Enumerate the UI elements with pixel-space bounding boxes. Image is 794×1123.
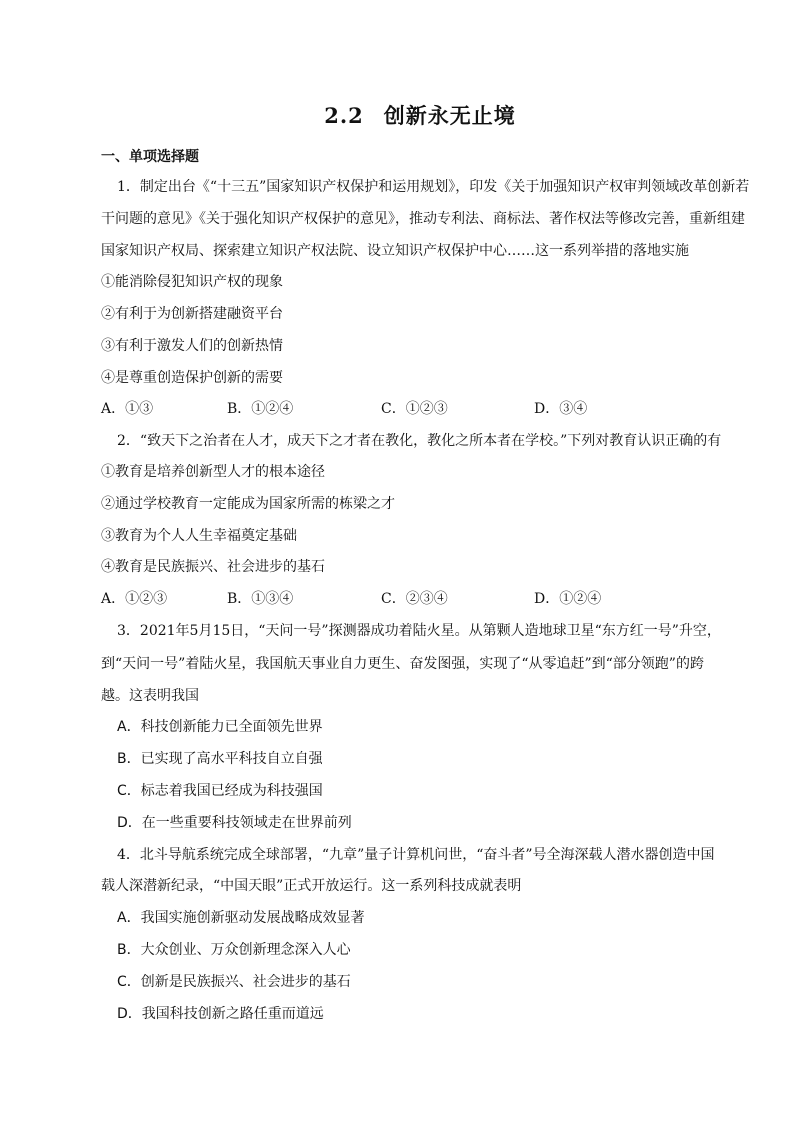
q1-stem-line-2: 干问题的意见》《关于强化知识产权保护的意见》，推动专利法、商标法、著作权法等修改完善，重新组建 — [101, 211, 745, 227]
q4-option-d: D．我国科技创新之路任重而道远 — [117, 1006, 324, 1022]
q2-choice-d: D．①②④ — [534, 591, 602, 607]
q4-stem-line-2: 载人深潜新纪录，“中国天眼”正式开放运行。这一系列科技成就表明 — [101, 878, 522, 894]
q3-stem-line-2: 到“天问一号”着陆火星，我国航天事业自力更生、奋发图强，实现了“从零追赶”到“部分领跑”的跨 — [101, 656, 704, 672]
q2-statement-4: ④教育是民族振兴、社会进步的基石 — [101, 559, 325, 575]
q2-statement-2: ②通过学校教育一定能成为国家所需的栋梁之才 — [101, 496, 395, 512]
page-title — [0, 100, 794, 130]
q2-choice-c: C．②③④ — [381, 591, 448, 607]
q2-statement-3: ③教育为个人人生幸福奠定基础 — [101, 528, 297, 544]
q1-choice-c: C．①②③ — [381, 401, 448, 417]
section-heading: 一、单项选择题 — [101, 149, 199, 165]
q3-option-d: D．在一些重要科技领域走在世界前列 — [117, 815, 352, 831]
q1-statement-4: ④是尊重创造保护创新的需要 — [101, 370, 283, 386]
q2-statement-1: ①教育是培养创新型人才的根本途径 — [101, 464, 325, 480]
q1-statement-3: ③有利于激发人们的创新热情 — [101, 338, 283, 354]
q4-option-b: B．大众创业、万众创新理念深入人心 — [117, 942, 351, 958]
q4-stem-line-1: 4．北斗导航系统完成全球部署，“九章”量子计算机问世，“奋斗者”号全海深载人潜水器创造中国 — [117, 847, 715, 863]
q1-stem-line-1: 1．制定出台《“十三五”国家知识产权保护和运用规划》，印发《关于加强知识产权审判领域改革创新若 — [117, 179, 750, 195]
q1-choice-a: A．①③ — [101, 401, 154, 417]
q2-choice-a: A．①②③ — [101, 591, 168, 607]
q4-option-c: C．创新是民族振兴、社会进步的基石 — [117, 974, 351, 990]
q3-stem-line-3: 越。这表明我国 — [101, 688, 199, 704]
q4-option-a: A．我国实施创新驱动发展战略成效显著 — [117, 910, 365, 926]
q3-option-b: B．已实现了高水平科技自立自强 — [117, 751, 323, 767]
q3-option-c: C．标志着我国已经成为科技强国 — [117, 783, 323, 799]
q3-stem-line-1: 3．2021年5月15日，“天问一号”探测器成功着陆火星。从第颗人造地球卫星“东方红一号”升空， — [117, 623, 721, 639]
q2-choice-b: B．①③④ — [227, 591, 294, 607]
q1-choice-b: B．①②④ — [227, 401, 294, 417]
q3-option-a: A．科技创新能力已全面领先世界 — [117, 719, 323, 735]
q1-statement-2: ②有利于为创新搭建融资平台 — [101, 306, 283, 322]
q1-stem-line-3: 国家知识产权局、探索建立知识产权法院、设立知识产权保护中心……这一系列举措的落地实施 — [101, 243, 689, 259]
title-text: 创新永无止境 — [383, 103, 516, 128]
q2-stem-line-1: 2．“致天下之治者在人才，成天下之才者在教化，教化之所本者在学校。”下列对教育认识正确的有 — [117, 433, 722, 449]
title-number: 2.2 — [324, 103, 364, 128]
q1-choice-d: D．③④ — [534, 401, 588, 417]
q1-statement-1: ①能消除侵犯知识产权的现象 — [101, 274, 283, 290]
